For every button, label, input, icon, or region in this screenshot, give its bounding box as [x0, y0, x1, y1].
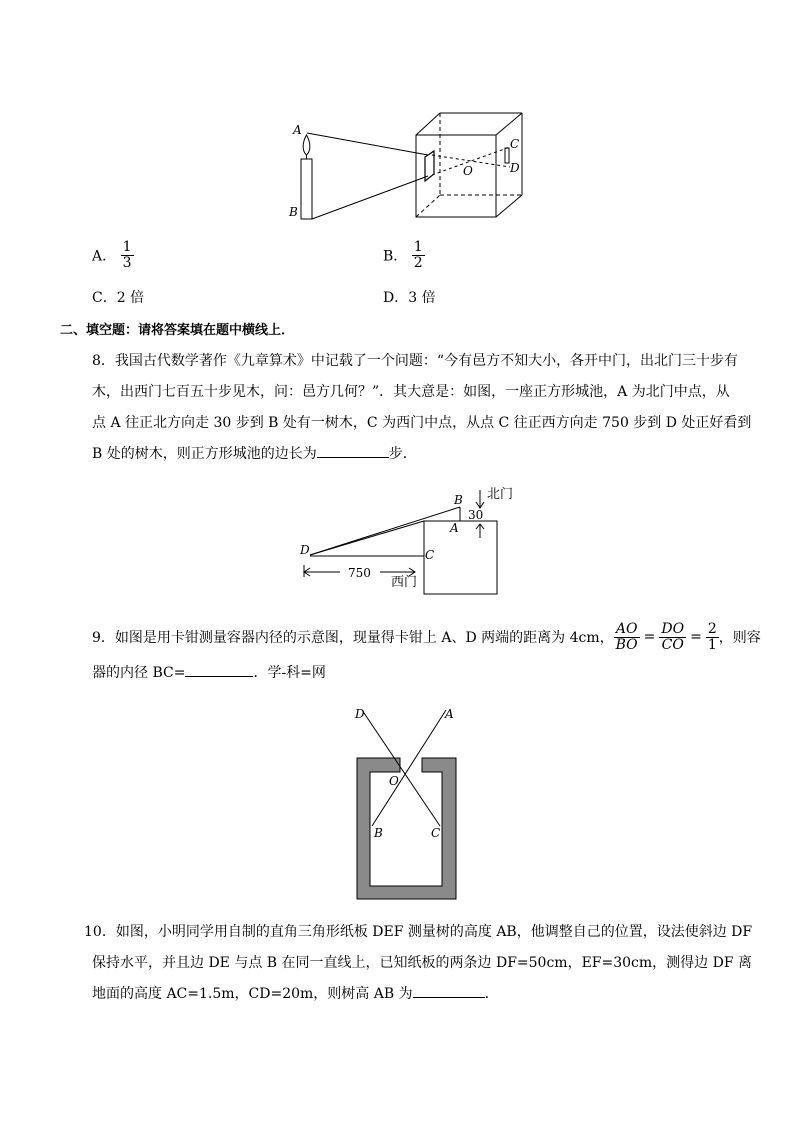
q8-line1: 8．我国古代数学著作《九章算术》中记载了一个问题：“今有邑方不知大小，各开中门，出北门三十步有: [92, 353, 739, 369]
q9-answer-blank[interactable]: [185, 676, 253, 677]
west-gate-label: 西门: [391, 575, 418, 590]
q9-line1: [92, 615, 761, 659]
label-a: A: [293, 123, 302, 137]
fraction-ao-bo: [614, 622, 640, 653]
q10-line3-end: ．: [484, 986, 499, 1002]
fraction-2-1-den: 1: [707, 636, 717, 653]
label-b: B: [289, 205, 298, 219]
option-a-letter: A．: [92, 248, 117, 265]
fig2-label-a: A: [450, 521, 459, 535]
fig3-label-b: B: [374, 826, 383, 840]
fraction-do-co-den: CO: [661, 636, 684, 653]
q10-line3-text: 地面的高度 AC=1.5m，CD=20m，则树高 AB 为: [92, 986, 413, 1002]
q8-line3: 点 A 往正北方向走 30 步到 B 处有一树木，C 为西门中点，从点 C 往正西方向走 750 步到 D 处正好看到: [92, 415, 752, 431]
pinhole-camera-figure: [280, 105, 550, 230]
option-b-letter: B．: [383, 248, 408, 265]
label-d: D: [510, 161, 520, 175]
q8-line4-text: B 处的树木，则正方形城池的边长为: [92, 446, 317, 462]
dist-north-label: 30: [468, 508, 484, 522]
q9-line1-end: ，则容: [718, 630, 761, 646]
q10-line1: 10．如图，小明同学用自制的直角三角形纸板 DEF 测量树的高度 AB，他调整自己的位置，设法使斜边 DF: [84, 924, 753, 940]
option-a-denominator: 3: [122, 255, 132, 271]
option-d: D．3 倍: [383, 290, 436, 306]
q9-line2-end: ．学-科=网: [253, 665, 326, 681]
caliper-container-figure: [340, 700, 470, 905]
q9-line2: [92, 663, 326, 683]
fig2-label-b: B: [454, 493, 463, 507]
q8-line2: 木，出西门七百五十步见木，问：邑方几何？”．其大意是：如图，一座正方形城池，A 为北门中点，从: [92, 384, 730, 400]
section-heading: 二、填空题：请将答案填在题中横线上．: [60, 323, 295, 338]
q10-answer-blank[interactable]: [413, 997, 485, 998]
fraction-do-co-num: DO: [661, 620, 685, 637]
q10-line3: [92, 984, 499, 1004]
square-city-figure: [290, 480, 530, 600]
fraction-ao-bo-den: BO: [615, 636, 638, 653]
north-gate-label: 北门: [487, 487, 514, 502]
q8-line4: [92, 444, 417, 464]
q9-line2-text: 器的内径 BC=: [92, 665, 186, 681]
option-a-numerator: 1: [122, 239, 132, 255]
dist-west-label: 750: [348, 566, 371, 580]
option-a: [92, 240, 134, 271]
equals-sign-1: =: [643, 629, 656, 645]
equals-sign-2: =: [690, 629, 702, 645]
label-c: C: [510, 137, 520, 151]
option-b-fraction: [412, 240, 425, 271]
fraction-ao-bo-num: AO: [615, 620, 638, 637]
fraction-2-1-num: 2: [707, 620, 717, 637]
q9-line1-text: 9．如图是用卡钳测量容器内径的示意图，现量得卡钳上 A、D 两端的距离为 4cm，: [92, 630, 614, 646]
fig3-label-a: A: [445, 707, 454, 721]
fig3-label-d: D: [355, 707, 365, 721]
fig3-label-c: C: [431, 826, 441, 840]
option-c: C．2 倍: [92, 290, 145, 306]
fig2-label-c: C: [425, 548, 435, 562]
label-o: O: [463, 164, 473, 178]
option-b-numerator: 1: [413, 239, 423, 255]
option-b-denominator: 2: [413, 255, 423, 271]
fig3-label-o: O: [389, 774, 399, 788]
q8-line4-end: 步．: [388, 446, 417, 462]
fraction-2-1: [706, 622, 719, 653]
option-b: [383, 240, 425, 271]
option-a-fraction: [121, 240, 134, 271]
q10-line2: 保持水平，并且边 DE 与点 B 在同一直线上，已知纸板的两条边 DF=50cm，EF=30cm，测得边 DF 离: [92, 955, 753, 971]
fig2-label-d: D: [300, 543, 310, 557]
q8-answer-blank[interactable]: [317, 457, 389, 458]
fraction-do-co: [659, 622, 686, 653]
